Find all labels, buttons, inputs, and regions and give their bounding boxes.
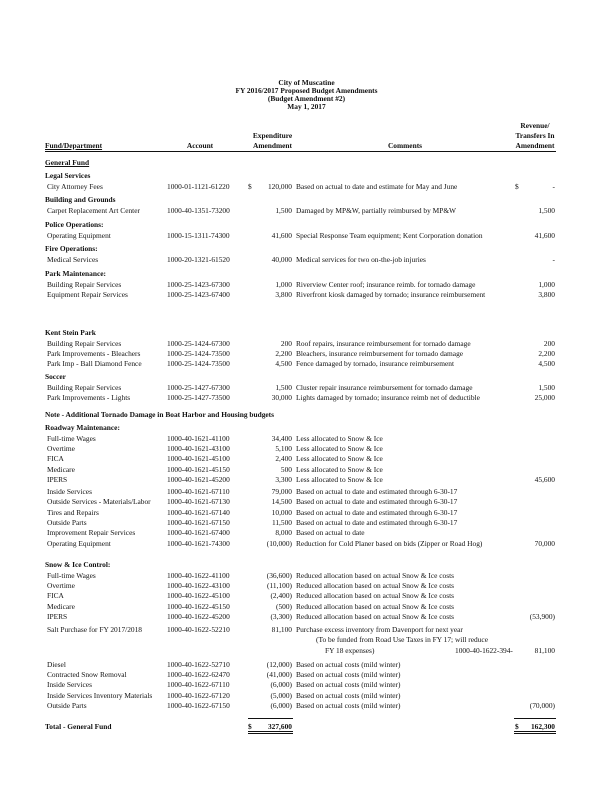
line-item-label: Medicare [47, 465, 75, 474]
revenue-amount: 4,500 [538, 359, 555, 368]
section-label: Kent Stein Park [45, 328, 96, 337]
expenditure-amount: 500 [280, 465, 292, 474]
comment-text: Damaged by MP&W, partially reimbursed by MP&W [296, 206, 457, 215]
comment-text: Lights damaged by tornado; insurance reimb net of deductible [296, 393, 480, 402]
revenue-amount: 70,000 [534, 539, 555, 548]
expenditure-amount: (6,000) [270, 701, 292, 710]
header-account: Account [186, 141, 214, 150]
expenditure-amount: 10,000 [271, 508, 292, 517]
table-row [0, 660, 613, 670]
comment-text: Based on actual to date and estimated through 6-30-17 [296, 508, 458, 517]
expenditure-amount: (10,000) [266, 539, 292, 548]
account-number: 1000-25-1423-67300 [167, 280, 230, 289]
line-item-label: Overtime [47, 581, 75, 590]
line-item-label: Outside Parts [47, 701, 87, 710]
header-fund: Fund/Department [45, 141, 103, 150]
expenditure-amount: 30,000 [271, 393, 292, 402]
expenditure-amount: (5,000) [270, 691, 292, 700]
expenditure-amount: 1,500 [275, 206, 292, 215]
section-label: General Fund [45, 158, 90, 167]
revenue-amount: - [552, 255, 555, 264]
table-row [0, 612, 613, 622]
table-row [0, 497, 613, 507]
account-number: 1000-40-1622-52210 [167, 625, 230, 634]
account-number: 1000-40-1621-45100 [167, 454, 230, 463]
line-item-label: Outside Parts [47, 518, 87, 527]
account-number: 1000-40-1621-43100 [167, 444, 230, 453]
expenditure-amount: 14,500 [271, 497, 292, 506]
comment-text: Reduced allocation based on actual Snow & Ice costs [296, 571, 455, 580]
table-row [0, 518, 613, 528]
account-number: 1000-40-1622-62470 [167, 670, 230, 679]
account-number: 1000-40-1351-73200 [167, 206, 230, 215]
line-item-label: Medical Services [47, 255, 99, 264]
comment-text: Fence damaged by tornado, insurance reimbursement [296, 359, 455, 368]
line-item-label: Total - General Fund [45, 722, 112, 731]
line-item-label: Park Improvements - Lights [47, 393, 131, 402]
comment-text: Reduced allocation based on actual Snow & Ice costs [296, 602, 455, 611]
account-number: 1000-40-1622-67110 [167, 680, 230, 689]
expenditure-amount: 2,200 [275, 349, 292, 358]
section-heading [0, 328, 613, 338]
revenue-amount: 41,600 [534, 231, 555, 240]
table-row [0, 290, 613, 300]
account-number: 1000-25-1424-73500 [167, 349, 230, 358]
table-row [0, 465, 613, 475]
table-row [0, 280, 613, 290]
table-row [0, 182, 613, 192]
expenditure-amount: 1,000 [275, 280, 292, 289]
line-item-label: Medicare [47, 602, 75, 611]
line-item-label: Inside Services [47, 487, 92, 496]
revenue-amount: 1,500 [538, 383, 555, 392]
table-row [0, 475, 613, 485]
title-fy: FY 2016/2017 Proposed Budget Amendments [235, 86, 378, 95]
line-item-label: Contracted Snow Removal [47, 670, 127, 679]
account-number: 1000-40-1622-394- [455, 646, 513, 655]
line-item-label: Improvement Repair Services [47, 528, 136, 537]
section-label: Building and Grounds [45, 195, 116, 204]
table-row [0, 691, 613, 701]
section-label: Police Operations: [45, 220, 104, 229]
line-item-label: Tires and Repairs [47, 508, 99, 517]
line-item-label: Carpet Replacement Art Center [47, 206, 140, 215]
expenditure-amount: (12,000) [266, 660, 292, 669]
comment-text: Reduced allocation based on actual Snow & Ice costs [296, 612, 455, 621]
line-item-label: Diesel [47, 660, 66, 669]
expenditure-amount: (36,600) [266, 571, 292, 580]
header-expenditure-1: Expenditure [252, 131, 293, 140]
comment-text: Less allocated to Snow & Ice [296, 465, 383, 474]
comment-text: Riverview Center roof; insurance reimb. for tornado damage [296, 280, 476, 289]
table-row [0, 680, 613, 690]
line-item-label: Park Imp - Ball Diamond Fence [47, 359, 142, 368]
revenue-amount: 1,500 [538, 206, 555, 215]
header-expenditure-2: Amendment [252, 141, 292, 150]
table-row [0, 454, 613, 464]
comment-text: Based on actual to date and estimate for May and June [296, 182, 458, 191]
revenue-amount: 45,600 [534, 475, 555, 484]
account-number: 1000-40-1621-41100 [167, 434, 230, 443]
table-row [0, 670, 613, 680]
comment-text: Riverfront kiosk damaged by tornado; insurance reimbursement [296, 290, 486, 299]
line-item-label: FICA [47, 454, 64, 463]
comment-text: Special Response Team equipment; Kent Corporation donation [296, 231, 483, 240]
revenue-amount: 1,000 [538, 280, 555, 289]
table-row [0, 231, 613, 241]
currency-sign: $ [515, 182, 519, 191]
line-item-label: FICA [47, 591, 64, 600]
account-number: 1000-40-1622-45100 [167, 591, 230, 600]
table-row [0, 444, 613, 454]
revenue-amount: (53,900) [529, 612, 555, 621]
comment-text: Medical services for two on-the-job injuries [296, 255, 426, 264]
table-row [0, 349, 613, 359]
revenue-amount: 81,100 [534, 646, 555, 655]
comment-text: Less allocated to Snow & Ice [296, 475, 383, 484]
comment-text: Bleachers, insurance reimbursement for tornado damage [296, 349, 464, 358]
comment-text: Roof repairs, insurance reimbursement for tornado damage [296, 339, 471, 348]
section-label: Park Maintenance: [45, 269, 106, 278]
line-item-label: Building Repair Services [47, 383, 122, 392]
line-item-label: Operating Equipment [47, 539, 111, 548]
note-text: Note - Additional Tornado Damage in Boat Harbor and Housing budgets [45, 410, 275, 419]
currency-sign: $ [248, 182, 252, 191]
title-date: May 1, 2017 [287, 102, 326, 111]
account-number: 1000-40-1621-67110 [167, 487, 230, 496]
subtotal-rule-expenditure [248, 718, 293, 719]
header-comments: Comments [387, 141, 423, 150]
expenditure-amount: 79,000 [271, 487, 292, 496]
expenditure-amount: 4,500 [275, 359, 292, 368]
expenditure-amount: 2,400 [275, 454, 292, 463]
revenue-amount: 162,300 [530, 722, 555, 731]
comment-text: Based on actual to date and estimated through 6-30-17 [296, 487, 458, 496]
account-number: 1000-40-1622-52710 [167, 660, 230, 669]
account-number: 1000-40-1622-67120 [167, 691, 230, 700]
comment-text: Based on actual to date [296, 528, 365, 537]
table-row [0, 508, 613, 518]
section-heading [0, 372, 613, 382]
comment-text: Based on actual costs (mild winter) [296, 701, 401, 710]
account-number: 1000-40-1622-41100 [167, 571, 230, 580]
account-number: 1000-15-1311-74300 [167, 231, 230, 240]
line-item-label: Salt Purchase for FY 2017/2018 [47, 625, 142, 634]
comment-text: Based on actual to date and estimated through 6-30-17 [296, 518, 458, 527]
section-heading [0, 423, 613, 433]
account-number: 1000-25-1424-67300 [167, 339, 230, 348]
line-item-label: Equipment Repair Services [47, 290, 128, 299]
account-number: 1000-25-1423-67400 [167, 290, 230, 299]
account-number: 1000-40-1622-67150 [167, 701, 230, 710]
expenditure-amount: 120,000 [267, 182, 292, 191]
line-item-label: Outside Services - Materials/Labor [47, 497, 151, 506]
section-heading [0, 269, 613, 279]
line-item-label: Inside Services Inventory Materials [47, 691, 153, 700]
account-number: 1000-20-1321-61520 [167, 255, 230, 264]
expenditure-amount: (500) [275, 602, 292, 611]
line-item-label: Inside Services [47, 680, 92, 689]
header-revenue-2: Transfers In [515, 131, 555, 140]
table-row [0, 359, 613, 369]
line-item-label: Full-time Wages [47, 434, 96, 443]
expenditure-amount: 8,000 [275, 528, 292, 537]
header-revenue-1: Revenue/ [520, 121, 550, 130]
table-row [0, 487, 613, 497]
table-row [0, 393, 613, 403]
revenue-amount: 2,200 [538, 349, 555, 358]
line-item-label: Full-time Wages [47, 571, 96, 580]
line-item-label: City Attorney Fees [47, 182, 103, 191]
comment-continuation [0, 646, 613, 656]
revenue-amount: (70,000) [529, 701, 555, 710]
account-number: 1000-40-1621-67130 [167, 497, 230, 506]
table-row [0, 571, 613, 581]
expenditure-amount: 200 [280, 339, 292, 348]
expenditure-amount: 40,000 [271, 255, 292, 264]
account-number: 1000-40-1621-67150 [167, 518, 230, 527]
account-number: 1000-40-1622-45200 [167, 612, 230, 621]
header-divider [45, 151, 556, 152]
account-number: 1000-01-1121-61220 [167, 182, 230, 191]
section-label: Roadway Maintenance: [45, 423, 120, 432]
section-label: Legal Services [45, 171, 91, 180]
total-double-rule-expenditure [248, 731, 293, 734]
table-row [0, 602, 613, 612]
subtotal-rule-revenue [514, 718, 556, 719]
line-item-label: Building Repair Services [47, 339, 122, 348]
line-item-label: Building Repair Services [47, 280, 122, 289]
expenditure-amount: (11,100) [267, 581, 292, 590]
revenue-amount: 25,000 [534, 393, 555, 402]
expenditure-amount: 11,500 [271, 518, 292, 527]
table-row [0, 625, 613, 635]
account-number: 1000-25-1427-67300 [167, 383, 230, 392]
section-label: Snow & Ice Control: [45, 560, 111, 569]
expenditure-amount: 3,300 [275, 475, 292, 484]
revenue-amount: 3,800 [538, 290, 555, 299]
title-city: City of Muscatine [278, 78, 335, 87]
comment-text: Reduction for Cold Planer based on bids (Zipper or Road Hog) [296, 539, 483, 548]
table-row [0, 434, 613, 444]
account-number: 1000-25-1424-73500 [167, 359, 230, 368]
expenditure-amount: (6,000) [270, 680, 292, 689]
comment-text: Less allocated to Snow & Ice [296, 444, 383, 453]
note-row [0, 410, 613, 420]
expenditure-amount: (3,300) [270, 612, 292, 621]
section-label: Soccer [45, 372, 66, 381]
comment-text: Reduced allocation based on actual Snow & Ice costs [296, 591, 455, 600]
table-row [0, 581, 613, 591]
account-number: 1000-40-1621-45200 [167, 475, 230, 484]
expenditure-amount: 1,500 [275, 383, 292, 392]
expenditure-amount: 41,600 [271, 231, 292, 240]
comment-text: Based on actual costs (mild winter) [296, 660, 401, 669]
line-item-label: Overtime [47, 444, 75, 453]
comment-text: Less allocated to Snow & Ice [296, 434, 383, 443]
comment-text: Reduced allocation based on actual Snow & Ice costs [296, 581, 455, 590]
account-number: 1000-40-1622-43100 [167, 581, 230, 590]
expenditure-amount: 34,400 [271, 434, 292, 443]
comment-text: Purchase excess inventory from Davenport for next year [296, 625, 463, 634]
comment-text: Based on actual costs (mild winter) [296, 691, 401, 700]
table-row [0, 339, 613, 349]
comment-text: FY 18 expenses) [325, 646, 375, 655]
table-row [0, 383, 613, 393]
table-row [0, 528, 613, 538]
expenditure-amount: 327,600 [267, 722, 292, 731]
comment-text: (To be funded from Road Use Taxes in FY 17; will reduce [316, 635, 488, 644]
table-row [0, 206, 613, 216]
comment-text: Based on actual costs (mild winter) [296, 670, 401, 679]
table-row [0, 591, 613, 601]
account-number: 1000-25-1427-73500 [167, 393, 230, 402]
table-row [0, 701, 613, 711]
expenditure-amount: 81,100 [271, 625, 292, 634]
line-item-label: IPERS [47, 475, 68, 484]
table-row [0, 255, 613, 265]
expenditure-amount: 5,100 [275, 444, 292, 453]
section-heading [0, 244, 613, 254]
comment-text: Less allocated to Snow & Ice [296, 454, 383, 463]
line-item-label: Park Improvements - Bleachers [47, 349, 141, 358]
account-number: 1000-40-1621-74300 [167, 539, 230, 548]
header-revenue-3: Amendment [515, 141, 555, 150]
section-heading [0, 560, 613, 570]
expenditure-amount: 3,800 [275, 290, 292, 299]
expenditure-amount: (2,400) [270, 591, 292, 600]
currency-sign: $ [248, 722, 252, 731]
account-number: 1000-40-1621-67400 [167, 528, 230, 537]
revenue-amount: 200 [543, 339, 555, 348]
section-heading [0, 158, 613, 168]
title-amendment: (Budget Amendment #2) [267, 94, 346, 103]
comment-continuation [0, 635, 613, 645]
line-item-label: IPERS [47, 612, 68, 621]
line-item-label: Operating Equipment [47, 231, 111, 240]
comment-text: Based on actual to date and estimated through 6-30-17 [296, 497, 458, 506]
account-number: 1000-40-1622-45150 [167, 602, 230, 611]
section-label: Fire Operations: [45, 244, 98, 253]
total-double-rule-revenue [514, 731, 556, 734]
revenue-amount: - [552, 182, 555, 191]
currency-sign: $ [515, 722, 519, 731]
section-heading [0, 171, 613, 181]
table-row [0, 539, 613, 549]
account-number: 1000-40-1621-67140 [167, 508, 230, 517]
section-heading [0, 220, 613, 230]
section-heading [0, 195, 613, 205]
comment-text: Cluster repair insurance reimbursement for tornado damage [296, 383, 473, 392]
expenditure-amount: (41,000) [266, 670, 292, 679]
account-number: 1000-40-1621-45150 [167, 465, 230, 474]
comment-text: Based on actual costs (mild winter) [296, 680, 401, 689]
